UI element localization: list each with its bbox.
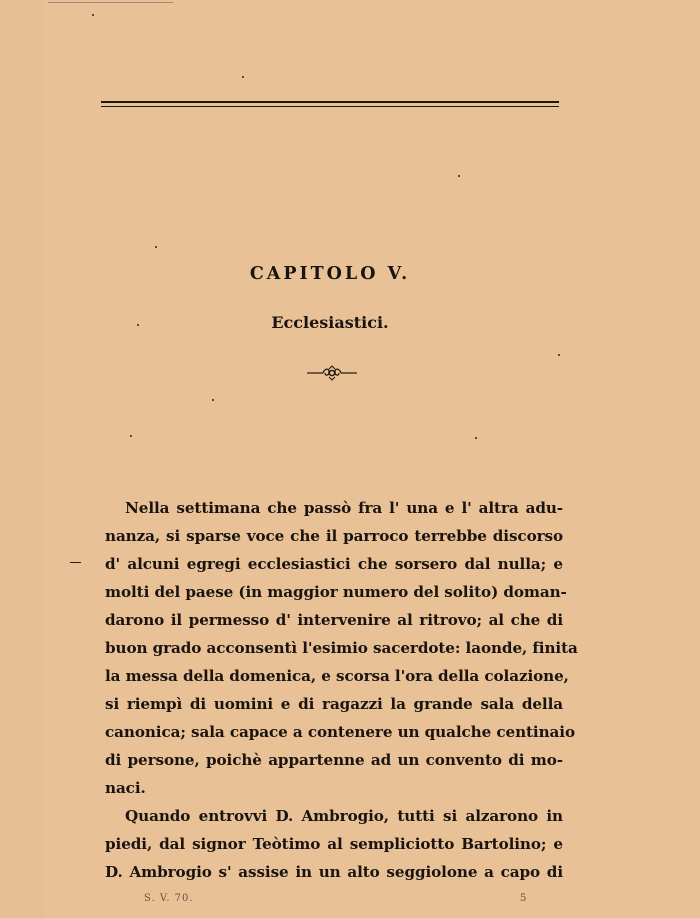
text-line: canonica; sala capace a contenere un qualche centinaio <box>105 723 575 741</box>
text-line: molti del paese (in maggior numero del solito) doman- <box>105 583 567 601</box>
page-margin <box>0 0 44 918</box>
text-line: piedi, dal signor Teòtimo al sempliciotto Bartolino; e <box>105 835 563 853</box>
text-line: nanza, si sparse voce che il parroco terrebbe discorso <box>105 527 563 545</box>
print-speck <box>130 435 132 437</box>
print-speck <box>458 175 460 177</box>
text-line: di persone, poichè appartenne ad un convento di mo- <box>105 751 563 769</box>
printer-signature: S. V. 70. <box>144 893 194 904</box>
text-line: naci. <box>105 779 146 797</box>
print-speck <box>558 354 560 356</box>
text-line: D. Ambrogio s' assise in un alto seggiolone a capo di <box>105 863 563 881</box>
print-speck <box>155 246 157 248</box>
text-line: darono il permesso d' intervenire al ritrovo; al che di <box>105 611 563 629</box>
text-line: la messa della domenica, e scorsa l'ora della colazione, <box>105 667 569 685</box>
print-speck <box>212 399 214 401</box>
chapter-title: CAPITOLO V. <box>249 264 411 284</box>
text-line: Nella settimana che passò fra l' una e l' altra adu- <box>125 499 563 517</box>
print-speck <box>92 14 94 16</box>
footer-mark: 5 <box>520 893 527 904</box>
text-line: si riempì di uomini e di ragazzi la grande sala della <box>105 695 563 713</box>
header-rule-thin <box>101 106 559 107</box>
ornament-flourish-icon <box>305 364 359 382</box>
text-line: Quando entrovvi D. Ambrogio, tutti si alzarono in <box>125 807 563 825</box>
text-line: d' alcuni egregi ecclesiastici che sorsero dal nulla; e <box>105 555 563 573</box>
header-rule-thick <box>101 101 559 103</box>
chapter-body <box>105 494 578 886</box>
chapter-subtitle: Ecclesiastici. <box>271 313 389 332</box>
margin-mark <box>70 562 81 563</box>
top-hairline <box>48 2 173 3</box>
text-line: buon grado acconsentì l'esimio sacerdote: laonde, finita <box>105 639 578 657</box>
print-speck <box>475 437 477 439</box>
print-speck <box>242 76 244 78</box>
